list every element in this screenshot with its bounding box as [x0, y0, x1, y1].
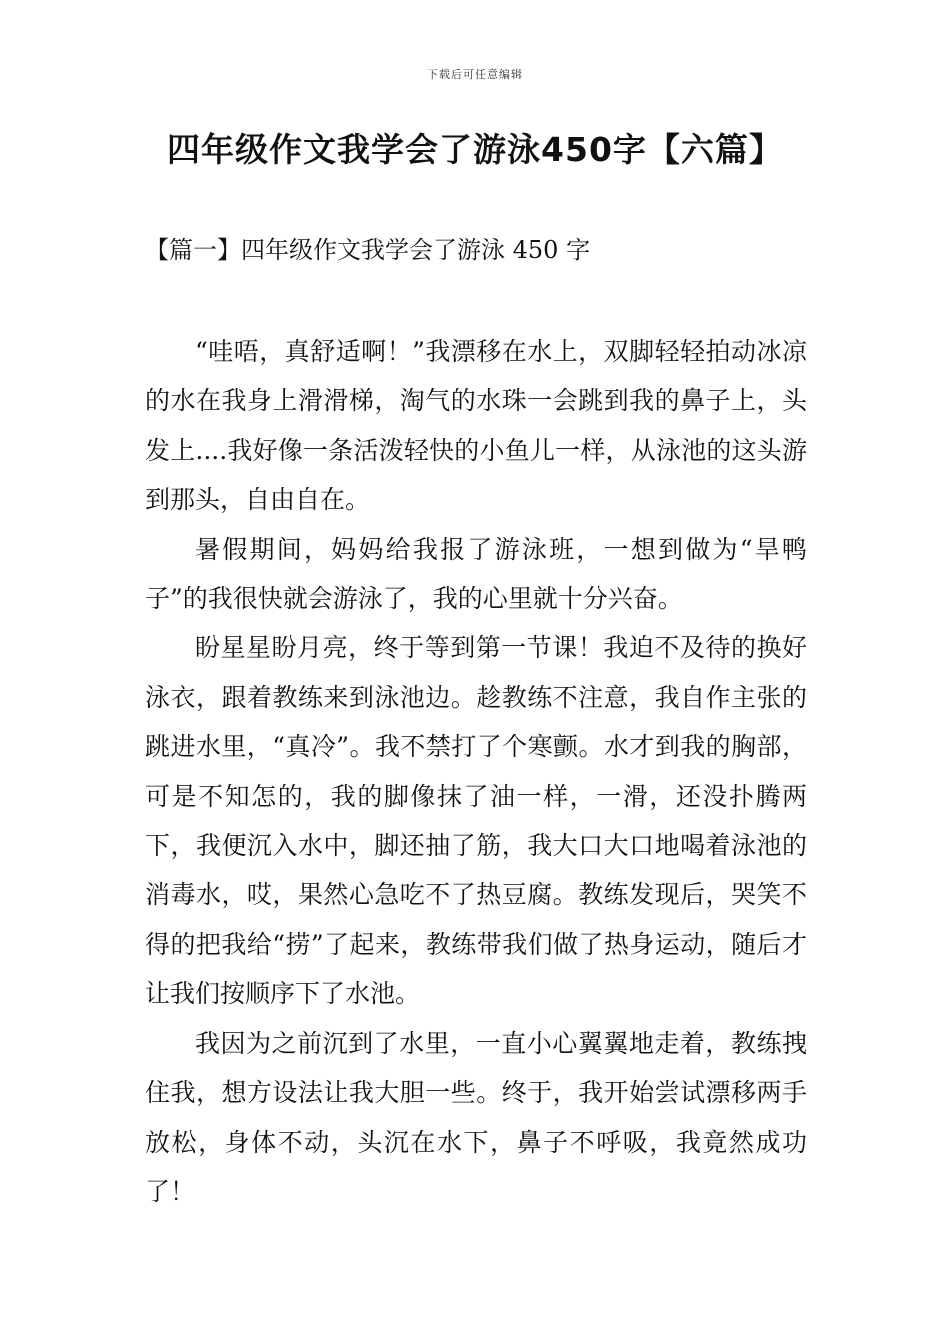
section-heading: 【篇一】四年级作文我学会了游泳 450 字 — [145, 236, 591, 264]
paragraph: 盼星星盼月亮，终于等到第一节课！我迫不及待的换好泳衣，跟着教练来到泳池边。趁教练不注意，我自作主张的跳进水里，“真冷”。我不禁打了个寒颤。水才到我的胸部，可是不知怎的，我的脚像抹了油一样，一滑，还没扑腾两下，我便沉入水中，脚还抽了筋，我大口大口地喝着泳池的消毒水，哎，果然心急吃不了热豆腐。教练发现后，哭笑不得的把我给“捞”了起来，教练带我们做了热身运动，随后才让我们按顺序下了水池。 — [145, 633, 807, 1009]
paragraph: 我因为之前沉到了水里，一直小心翼翼地走着，教练拽住我，想方设法让我大胆一些。终于，我开始尝试漂移两手放松，身体不动，头沉在水下，鼻子不呼吸，我竟然成功了！ — [145, 1028, 807, 1206]
header-note: 下载后可任意编辑 — [427, 68, 523, 81]
essay-body — [145, 327, 807, 1216]
paragraph: 暑假期间，妈妈给我报了游泳班，一想到做为“旱鸭子”的我很快就会游泳了，我的心里就十分兴奋。 — [145, 534, 807, 614]
document-title: 四年级作文我学会了游泳450字【六篇】 — [167, 130, 783, 169]
paragraph: “哇唔，真舒适啊！”我漂移在水上，双脚轻轻拍动冰凉的水在我身上滑滑梯，淘气的水珠一会跳到我的鼻子上，头发上....我好像一条活泼轻快的小鱼儿一样，从泳池的这头游到那头，自由自在。 — [145, 337, 807, 515]
